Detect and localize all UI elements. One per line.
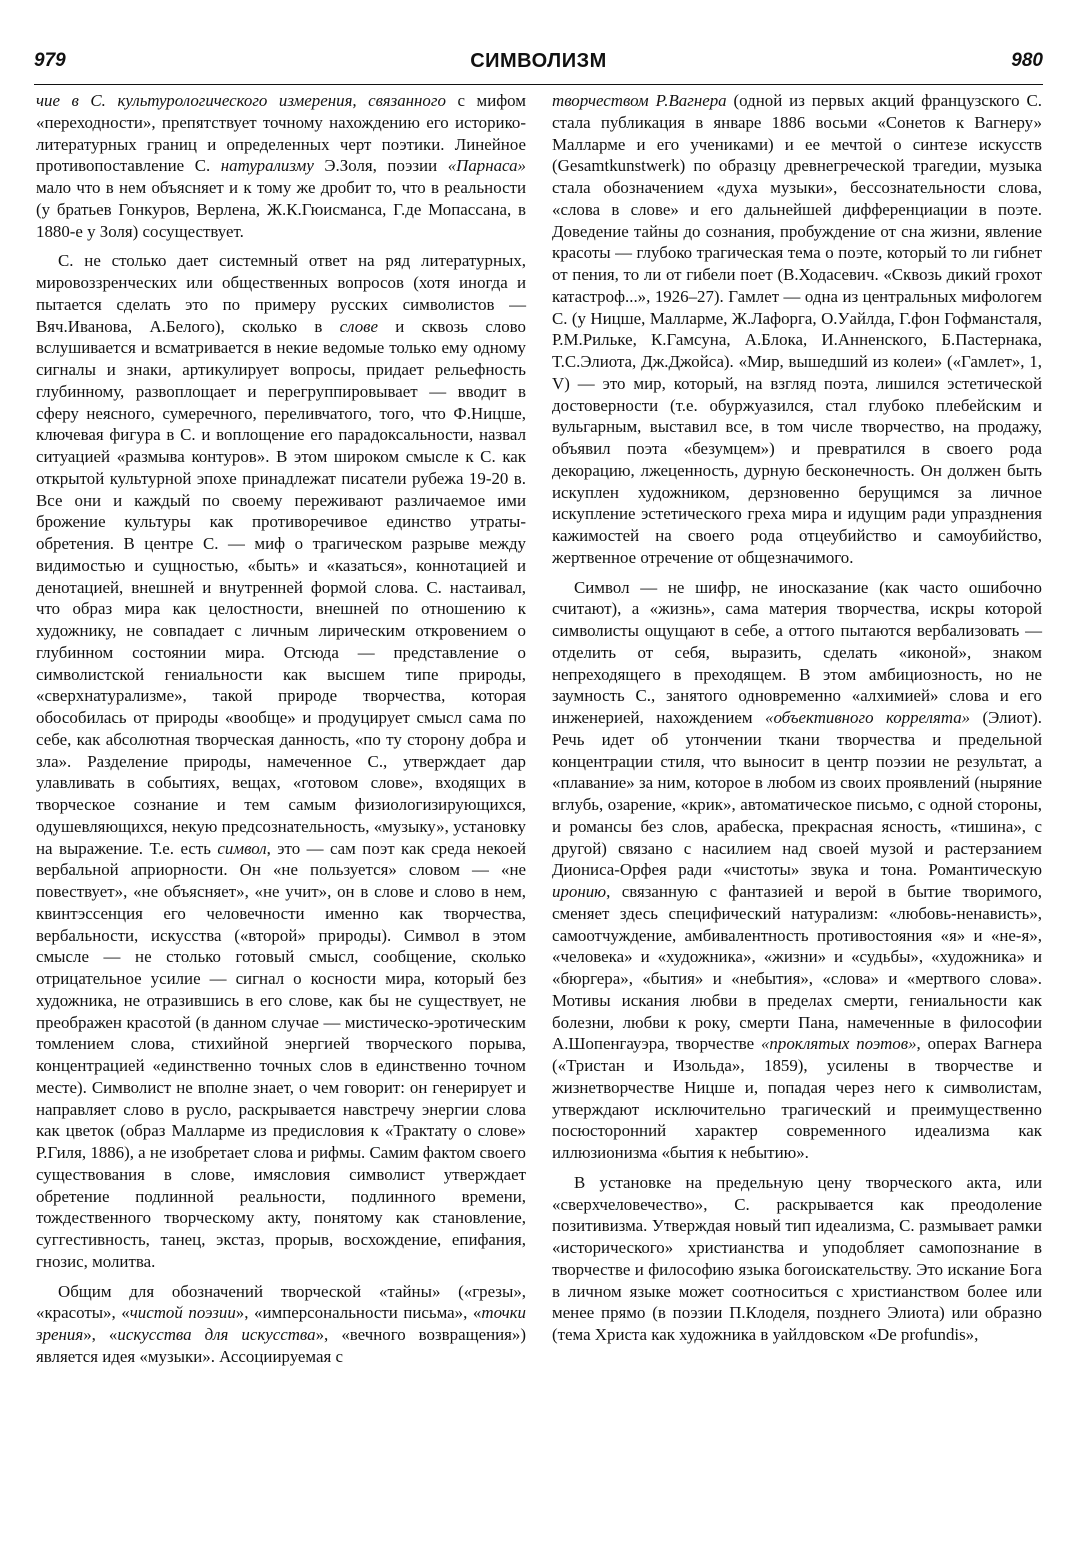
italic-term: натурализму [220,156,314,176]
text-run: С. не столько дает системный ответ на ряд литературных, мировоззренческих или общественных вопросов (хотя иногда и пытается сделать это по примеру русских символистов — Вяч.Иванова, А.Белого), сколько в [36,251,526,336]
paragraph [36,250,526,1272]
paragraph: В установке на предельную цену творческого акта, или «сверхчеловечество», С. раскрывается как преодоление позитивизма. Утверждая новый тип идеализма, С. размывает рамки «исторического» христианства и уподобляет самопознание в творчестве и философию языка богоискательству. Это искание Бога в личном языке может соотноситься с христианством более или менее прямо (в поэзии П.Клоделя, позднего Элиота) или образно (тема Христа как художника в уайлдовском «De profundis», [552,1172,1042,1344]
text-run: Э.Золя, поэзии [313,156,448,176]
text-run: , операх Вагнера («Тристан и Изольда», 1859), усилены в творчестве и жизнетворчестве Ницше и, попадая через него к символистам, утверждают исключительно трагический и преимущественно посюсторонний характер современного идеализма как иллюзионизма «бытия к небытию». [552,1034,1042,1162]
text-run: », «имперсональности письма», « [235,1303,482,1323]
text-run: с мифом «переходности», препятствует точному нахождению его историко-литературных границ и определенных черт поэтики. Линейное противопоставление С. [36,91,526,176]
italic-phrase: чие в С. культурологического измерения, связанного [36,91,446,110]
running-title: СИМВОЛИЗМ [470,50,607,72]
left-column [36,90,526,1368]
text-run: (одной из первых акций французского С. стала публикация в январе 1886 восьми «Сонетов к Вагнеру» Малларме и его учениками) и ее мечтой о синтезе искусств (Gesamtkunstwerk) по образцу древнегреческой трагедии, музыка стала обозначением «духа музыки», бессознательности слова, «слова в слове» и его дальнейшей дифференциации в поэте. Доведение тайны до сознания, пробуждение от сна жизни, явление красоты — глубоко трагическая тема о поэте, который то ли гибнет от пения, то ли от гибели поет (В.Ходасевич. «Сквозь дикий грохот катастроф...», 1926–27). Гамлет — одна из центральных мифологем С. (у Ницше, Малларме, Ж.Лафорга, О.Уайлда, Г.фон Гофмансталя, Р.М.Рильке, К.Гамсуна, А.Блока, И.Анненского, Б.Пастернака, Т.С.Элиота, Дж.Джойса). «Мир, вышедший из колеи» («Гамлет», 1, V) — это мир, который, на взгляд поэта, лишился эстетической достоверности (т.е. обуржуазился, стал глубоко плебейским и вульгарным, выставил все, в том числе творчество, на продажу, объявил поэта «безумцем») и превратился в своего рода декорацию, лжеценность, дурную бесконечность. Он должен быть искуплен художником, дерзновенно берущимся за личное искупление эстетического греха мира и идущим ради упразднения кажимостей на своего рода отцеубийство и самоубийство, жертвенное отречение от общезначимого. [552,91,1042,567]
page-number-left: 979 [34,50,66,71]
italic-term: иронию [552,882,607,901]
italic-term: слове [339,316,378,336]
italic-term: чистой поэзии [129,1303,236,1323]
italic-term: символ [217,838,267,858]
italic-phrase: творчеством Р.Вагнера [552,91,727,110]
text-run: Символ — не шифр, не иносказание (как часто ошибочно считают), а «жизнь», сама материя творчества, искры которой символисты ощущают в себе, а оттого пытаются вербализовать — отделить от себя, выразить, сделать «иконой», знаком непреходящего в преходящем. В этом амбициозность, но не заумность С., занятого одновременно «алхимией» слова и его инженерией, нахождением [552,577,1042,727]
text-run: », « [83,1325,118,1344]
paragraph [552,90,1042,569]
italic-term: искусства для искусства [117,1325,316,1344]
paragraph [552,577,1042,1164]
running-header [34,48,1043,85]
text-run: , связанную с фантазией и верой в бытие творимого, сменяет здесь специфический натурализм: «любовь-ненависть», самоотчуждение, амбивалентность противостояния «я» и «не-я», «человека» и «художника», «жизни» и «судьбы», «художника» и «бюргера», «бытия» и «небытия», «слова» и «мертвого слова». Мотивы искания любви в пределах смерти, гениальности как болезни, любви к року, смерти Пана, намеченные в философии А.Шопенгауэра, творчестве [552,882,1042,1054]
text-run: », «вечного возвращения») является идея «музыки». Ассоциируемая с [36,1325,526,1366]
italic-term: «проклятых поэтов» [760,1034,917,1054]
text-run: , это — сам поэт как среда некоей вербальной априорности. Он «не пользуется» словом — «не повествует», «не объясняет», «не учит», он в слове и слово в нем, квинтэссенция его человечности именно как творчества, вербальности, искусства («второй» природы). Символ в этом смысле — не столько готовый смысл, сообщение, сколько отрицательное усилие — сигнал о косности мира, который без художника, не отразившись в его слове, как бы не существует, не преображен красотой (в данном случае — мистическо-эротическим томлением слова, стихийной энергией творческого порыва, концентрацией «единственно точных слов в единственно точном месте). Символист не вполне знает, о чем говорит: он генерирует и направляет слово в русло, раскрывается навстречу энергии слова как цветок (образ Малларме из предисловия к «Трактату о слове» Р.Гиля, 1886), а не изобретает слова и рифмы. Самим фактом своего существования в слове, имясловия символист утверждает обретение подлинной реальности, подлинного времени, тождественного творческому акту, понятому как становление, суггестивность, танец, экстаз, прорыв, восхождение, епифания, гнозис, молитва. [36,838,526,1271]
page-number-right: 980 [1011,50,1043,71]
paragraph [36,90,526,242]
italic-term: точки зрения [36,1303,526,1344]
paragraph [36,1281,526,1368]
text-run: и сквозь слово вслушивается и всматривается в некие ведомые только ему одному сигналы и знаки, артикулирует вопросы, придает рельефность глубинному, развоплощает и перегруппировывает — вводит в сферу неясного, сумеречного, переливчатого, того, что Ф.Ницше, ключевая фигура в С. и воплощение его парадоксальности, назвал ситуацией «размыва контуров». В этом широком смысле к С. как открытой культурной эпохе принадлежат писатели рубежа 19-20 в. Все они и каждый по своему переживают различаемое ими брожение культуры как противоречивое единство утраты-обретения. В центре С. — миф о трагическом разрыве между видимостью и сущностью, «быть» и «казаться», коннотацией и денотацией, внешней и внутренней формой слова. С. настаивал, что образ мира как целостности, внешней по отношению к художнику, не совпадает с личным лирическим откровением о глубинном состоянии мира. Отсюда — представление о символистской гениальности как высшем типе природы, «сверхнатурализме», такой природе творчества, которая обособилась от природы «вообще» и продуцирует смысл сама по себе, как абсолютная творческая данность, «по ту сторону добра и зла». Разделение природы, намеченное С., утверждает дар улавливать в событиях, вещах, «готовом слове», входящих в творческое сознание и тем самым физиологизирующихся, одушевляющихся, некую предсознательность, «музыку», установку на выражение. Т.е. есть [36,316,526,858]
text-run: Общим для обозначений творческой «тайны» («грезы», «красоты», « [36,1281,526,1323]
text-run: мало что в нем объясняет и к тому же дробит то, что в реальности (у братьев Гонкуров, Верлена, Ж.К.Гюисманса, Г.де Мопассана, в 1880-е у Золя) сосуществует. [36,178,526,241]
italic-term: «Парнаса» [447,156,526,176]
right-column [552,90,1042,1346]
text-run: (Элиот). Речь идет об утончении ткани творчества и предельной концентрации стиля, что выносит в центр поэзии не результат, а «плавание» за ним, которое в любом из своих проявлений (ныряние вглубь, озарение, «крик», автоматическое письмо, с одной стороны, и романсы без слов, арабеска, прекрасная ясность, «тишина», с другой) связано с насилием над своей музой и растерзанием Диониса-Орфея ради «чистоты» звука и тона. Романтическую [552,708,1043,880]
italic-term: «объективного коррелята» [765,708,971,727]
